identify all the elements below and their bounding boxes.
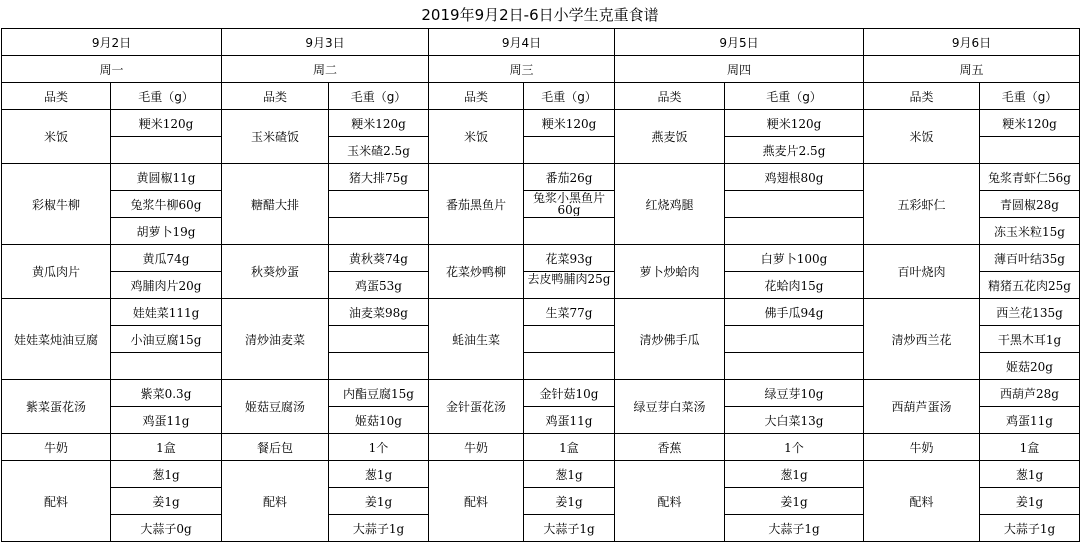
ingredient-cell: 大蒜子1g [725, 515, 864, 542]
dish-name: 米饭 [2, 110, 111, 164]
ingredient-cell: 紫菜0.3g [111, 380, 222, 407]
dish-name: 配料 [864, 461, 980, 542]
dish-name: 紫菜蛋花汤 [2, 380, 111, 434]
dish-name: 清炒佛手瓜 [615, 299, 725, 380]
ingredient-cell: 姜1g [725, 488, 864, 515]
table-row [2, 461, 1080, 488]
ingredient-cell: 鸡蛋11g [980, 407, 1080, 434]
date-row [2, 29, 1080, 56]
table-row [2, 434, 1080, 461]
ingredient-cell [524, 137, 615, 164]
ingredient-cell: 1个 [329, 434, 429, 461]
ingredient-cell: 鸡蛋11g [111, 407, 222, 434]
ingredient-cell [524, 272, 615, 299]
ingredient-cell: 姜1g [524, 488, 615, 515]
ingredient-cell: 大白菜13g [725, 407, 864, 434]
ingredient-cell: 鸡脯肉片20g [111, 272, 222, 299]
category-header: 品类 [2, 83, 111, 110]
ingredient-cell: 生菜77g [524, 299, 615, 326]
weekday-row [2, 56, 1080, 83]
dish-name: 绿豆芽白菜汤 [615, 380, 725, 434]
weight-header: 毛重（g） [111, 83, 222, 110]
dish-name: 配料 [222, 461, 329, 542]
ingredient-cell: 葱1g [329, 461, 429, 488]
weight-header: 毛重（g） [524, 83, 615, 110]
ingredient-cell: 粳米120g [111, 110, 222, 137]
date-cell: 9月6日 [864, 29, 1080, 56]
ingredient-cell: 兔浆青虾仁56g [980, 164, 1080, 191]
dish-name: 餐后包 [222, 434, 329, 461]
ingredient-cell: 娃娃菜111g [111, 299, 222, 326]
ingredient-cell: 1个 [725, 434, 864, 461]
ingredient-cell: 白萝卜100g [725, 245, 864, 272]
weight-header: 毛重（g） [329, 83, 429, 110]
dish-name: 香蕉 [615, 434, 725, 461]
dish-name: 西葫芦蛋汤 [864, 380, 980, 434]
ingredient-cell: 大蒜子1g [980, 515, 1080, 542]
ingredient-cell [111, 353, 222, 380]
ingredient-cell: 1盒 [980, 434, 1080, 461]
column-header-row [2, 83, 1080, 110]
dish-name: 番茄黑鱼片 [429, 164, 524, 245]
ingredient-cell: 姬菇10g [329, 407, 429, 434]
ingredient-cell: 干黑木耳1g [980, 326, 1080, 353]
weight-header: 毛重（g） [725, 83, 864, 110]
ingredient-cell: 西葫芦28g [980, 380, 1080, 407]
ingredient-cell: 冻玉米粒15g [980, 218, 1080, 245]
weekday-cell: 周二 [222, 56, 429, 83]
ingredient-text: 兔浆小黑鱼片60g [532, 192, 605, 216]
ingredient-cell: 青圆椒28g [980, 191, 1080, 218]
ingredient-cell [329, 326, 429, 353]
ingredient-cell: 1盒 [524, 434, 615, 461]
ingredient-cell: 鸡蛋11g [524, 407, 615, 434]
ingredient-cell: 姜1g [329, 488, 429, 515]
ingredient-cell: 猪大排75g [329, 164, 429, 191]
ingredient-cell: 精猪五花肉25g [980, 272, 1080, 299]
date-cell: 9月3日 [222, 29, 429, 56]
dish-name: 五彩虾仁 [864, 164, 980, 245]
ingredient-cell: 黄瓜74g [111, 245, 222, 272]
weekday-cell: 周三 [429, 56, 615, 83]
ingredient-cell: 葱1g [725, 461, 864, 488]
ingredient-cell: 姬菇20g [980, 353, 1080, 380]
dish-name: 萝卜炒蛤肉 [615, 245, 725, 299]
ingredient-cell: 大蒜子0g [111, 515, 222, 542]
ingredient-cell [111, 137, 222, 164]
ingredient-cell: 大蒜子1g [524, 515, 615, 542]
dish-name: 娃娃菜炖油豆腐 [2, 299, 111, 380]
dish-name: 配料 [2, 461, 111, 542]
category-header: 品类 [429, 83, 524, 110]
ingredient-cell: 大蒜子1g [329, 515, 429, 542]
weekday-cell: 周一 [2, 56, 222, 83]
ingredient-cell [524, 326, 615, 353]
dish-name: 燕麦饭 [615, 110, 725, 164]
ingredient-cell: 葱1g [524, 461, 615, 488]
dish-name: 配料 [429, 461, 524, 542]
ingredient-cell: 粳米120g [725, 110, 864, 137]
table-row [2, 245, 1080, 272]
dish-name: 清炒西兰花 [864, 299, 980, 380]
ingredient-cell: 西兰花135g [980, 299, 1080, 326]
ingredient-text: 去皮鸭脯肉25g [527, 273, 611, 286]
ingredient-cell: 姜1g [980, 488, 1080, 515]
ingredient-cell [980, 137, 1080, 164]
ingredient-cell [725, 326, 864, 353]
ingredient-cell: 鸡蛋53g [329, 272, 429, 299]
ingredient-cell [524, 218, 615, 245]
dish-name: 金针蛋花汤 [429, 380, 524, 434]
category-header: 品类 [864, 83, 980, 110]
category-header: 品类 [615, 83, 725, 110]
ingredient-cell: 番茄26g [524, 164, 615, 191]
ingredient-cell: 燕麦片2.5g [725, 137, 864, 164]
dish-name: 清炒油麦菜 [222, 299, 329, 380]
dish-name: 姬菇豆腐汤 [222, 380, 329, 434]
ingredient-cell: 姜1g [111, 488, 222, 515]
date-cell: 9月4日 [429, 29, 615, 56]
dish-name: 牛奶 [864, 434, 980, 461]
ingredient-cell [329, 218, 429, 245]
ingredient-cell: 粳米120g [329, 110, 429, 137]
weekday-cell: 周五 [864, 56, 1080, 83]
ingredient-cell: 内酯豆腐15g [329, 380, 429, 407]
ingredient-cell: 胡萝卜19g [111, 218, 222, 245]
ingredient-cell: 粳米120g [980, 110, 1080, 137]
ingredient-cell: 粳米120g [524, 110, 615, 137]
ingredient-cell: 葱1g [111, 461, 222, 488]
weight-header: 毛重（g） [980, 83, 1080, 110]
table-row [2, 164, 1080, 191]
menu-table [1, 28, 1080, 542]
category-header: 品类 [222, 83, 329, 110]
ingredient-cell: 1盒 [111, 434, 222, 461]
dish-name: 玉米碴饭 [222, 110, 329, 164]
date-cell: 9月5日 [615, 29, 864, 56]
table-row [2, 380, 1080, 407]
ingredient-cell [329, 191, 429, 218]
dish-name: 配料 [615, 461, 725, 542]
dish-name: 蚝油生菜 [429, 299, 524, 380]
ingredient-cell [329, 353, 429, 380]
dish-name: 花菜炒鸭柳 [429, 245, 524, 299]
ingredient-cell [725, 191, 864, 218]
dish-name: 米饭 [429, 110, 524, 164]
ingredient-cell: 玉米碴2.5g [329, 137, 429, 164]
page-title: 2019年9月2日-6日小学生克重食谱 [421, 6, 659, 24]
table-row [2, 110, 1080, 137]
ingredient-cell: 黄圆椒11g [111, 164, 222, 191]
dish-name: 彩椒牛柳 [2, 164, 111, 245]
ingredient-cell: 葱1g [980, 461, 1080, 488]
date-cell: 9月2日 [2, 29, 222, 56]
weekday-cell: 周四 [615, 56, 864, 83]
dish-name: 糖醋大排 [222, 164, 329, 245]
ingredient-cell [725, 353, 864, 380]
ingredient-cell: 花菜93g [524, 245, 615, 272]
ingredient-cell [725, 218, 864, 245]
ingredient-cell: 鸡翅根80g [725, 164, 864, 191]
ingredient-cell [524, 191, 615, 218]
dish-name: 米饭 [864, 110, 980, 164]
dish-name: 黄瓜肉片 [2, 245, 111, 299]
ingredient-cell: 佛手瓜94g [725, 299, 864, 326]
dish-name: 牛奶 [429, 434, 524, 461]
dish-name: 秋葵炒蛋 [222, 245, 329, 299]
ingredient-cell: 兔浆牛柳60g [111, 191, 222, 218]
dish-name: 百叶烧肉 [864, 245, 980, 299]
dish-name: 红烧鸡腿 [615, 164, 725, 245]
dish-name: 牛奶 [2, 434, 111, 461]
ingredient-cell: 薄百叶结35g [980, 245, 1080, 272]
ingredient-cell: 小油豆腐15g [111, 326, 222, 353]
ingredient-cell: 黄秋葵74g [329, 245, 429, 272]
table-row [2, 299, 1080, 326]
ingredient-cell: 金针菇10g [524, 380, 615, 407]
ingredient-cell [524, 353, 615, 380]
ingredient-cell: 花蛤肉15g [725, 272, 864, 299]
ingredient-cell: 绿豆芽10g [725, 380, 864, 407]
ingredient-cell: 油麦菜98g [329, 299, 429, 326]
